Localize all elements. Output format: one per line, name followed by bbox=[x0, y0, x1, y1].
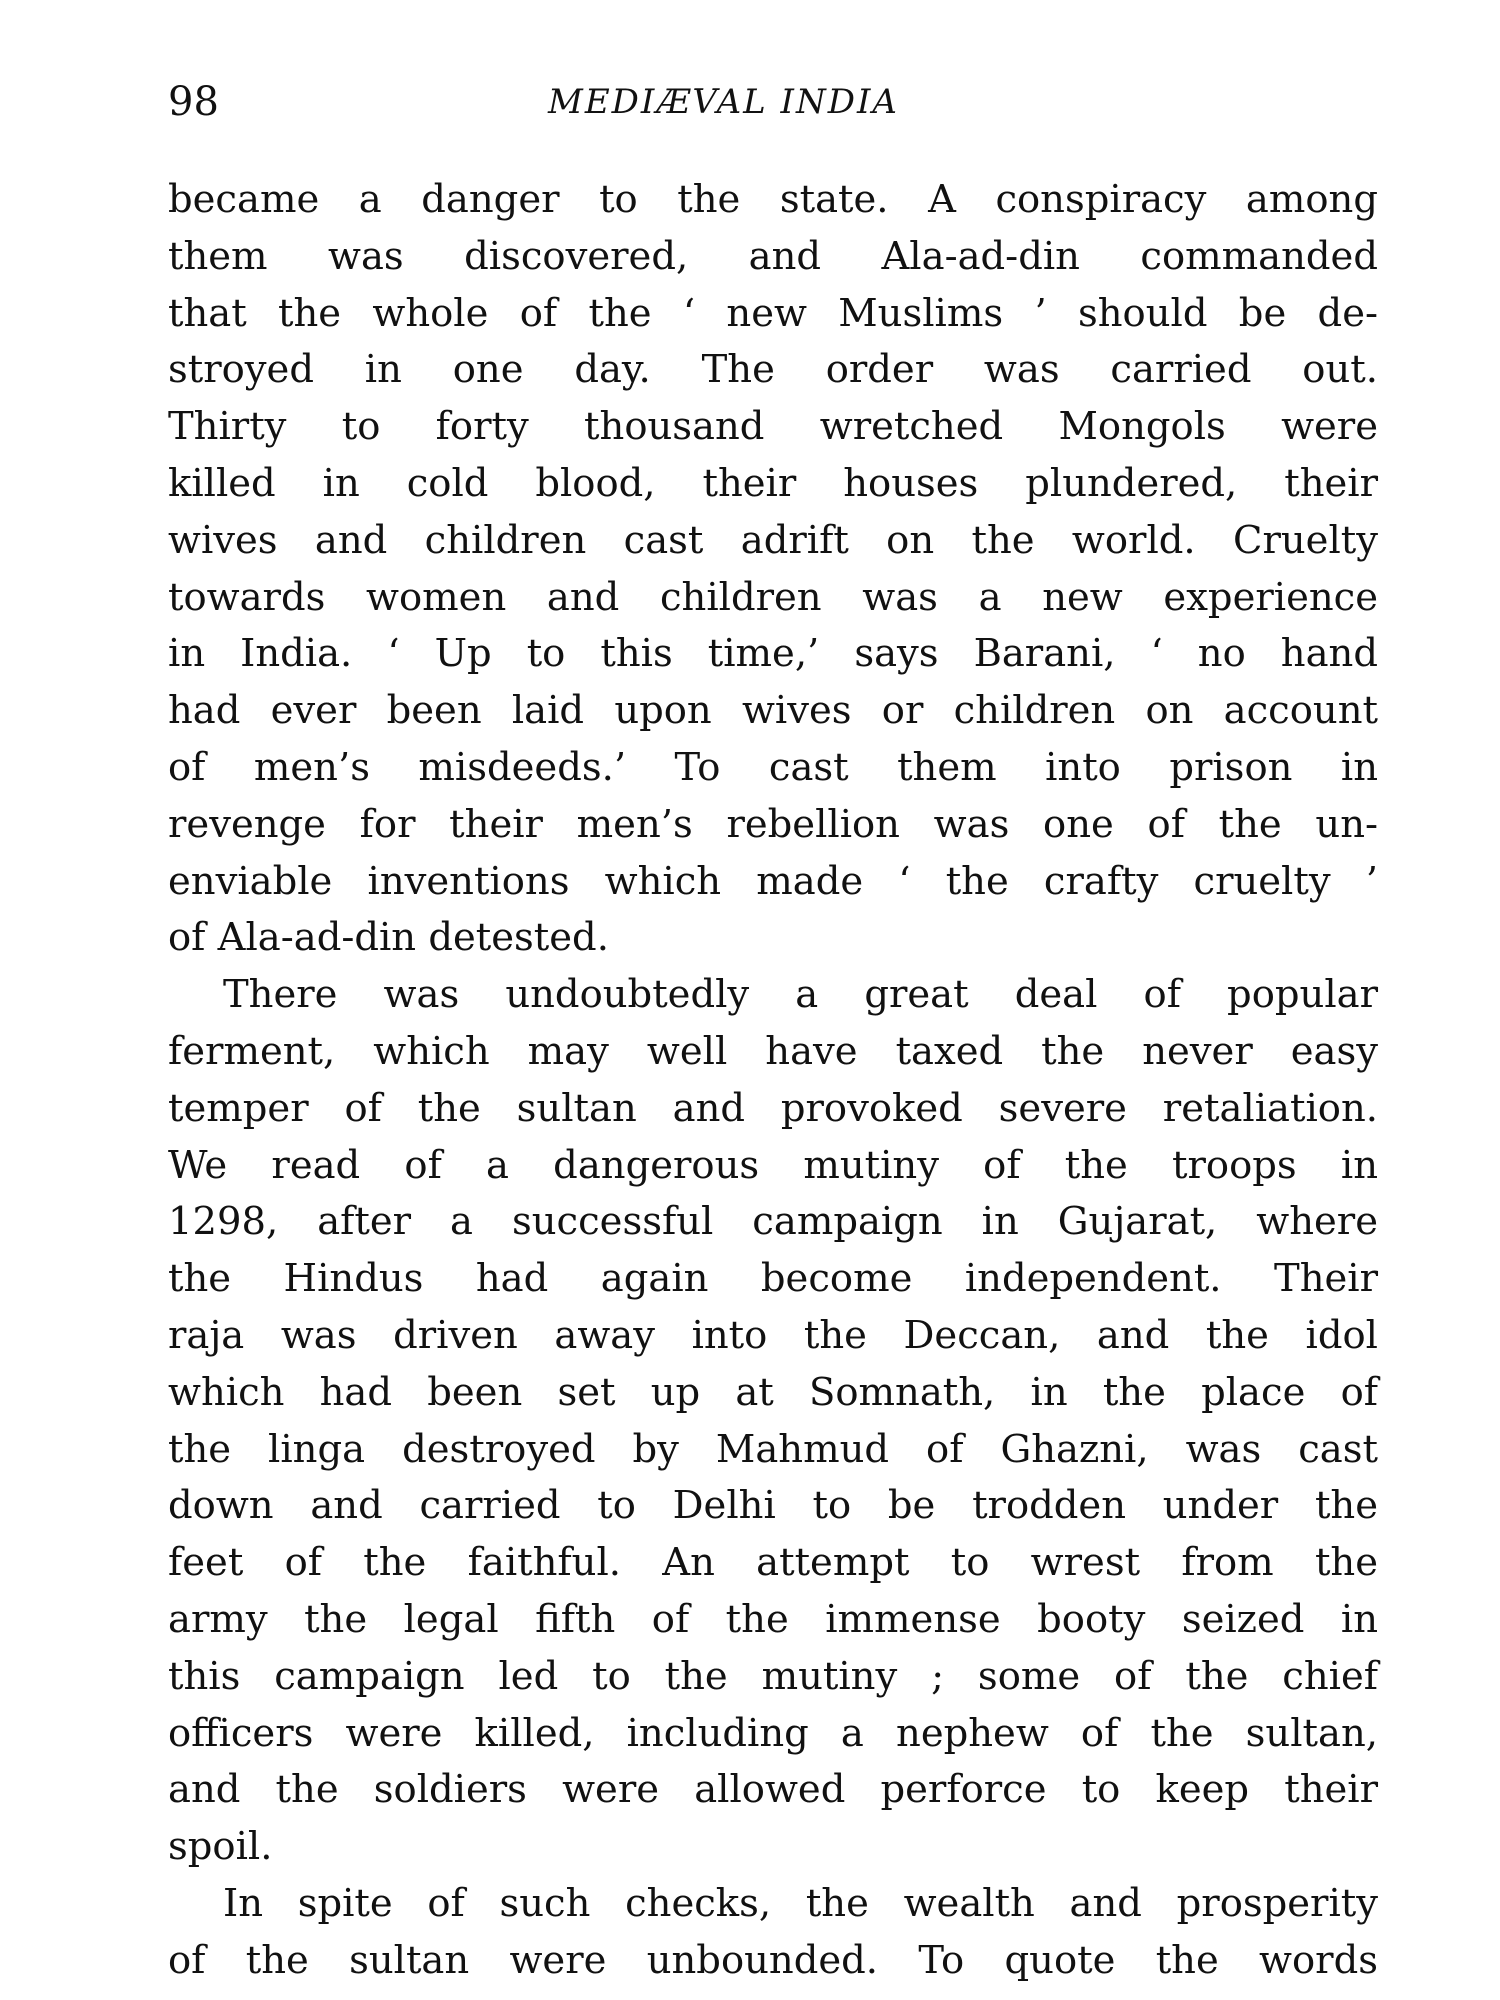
text-line: officers were killed, including a nephew of the sultan, bbox=[168, 1710, 1378, 1756]
text-line: this campaign led to the mutiny ; some of the chief bbox=[168, 1653, 1378, 1699]
text-line: towards women and children was a new experience bbox=[168, 574, 1378, 620]
page-header bbox=[168, 72, 1378, 132]
text-line: feet of the faithful. An attempt to wrest from the bbox=[168, 1540, 1378, 1586]
text-line: of men’s misdeeds.’ To cast them into prison in bbox=[168, 744, 1378, 790]
text-line: revenge for their men’s rebellion was one of the un- bbox=[168, 801, 1378, 847]
text-line: 1298, after a successful campaign in Gujarat, where bbox=[168, 1199, 1378, 1245]
text-line: killed in cold blood, their houses plundered, their bbox=[168, 460, 1378, 506]
text-line: down and carried to Delhi to be trodden under the bbox=[168, 1483, 1378, 1529]
text-line: temper of the sultan and provoked severe retaliation. bbox=[168, 1085, 1378, 1131]
text-line: the linga destroyed by Mahmud of Ghazni, was cast bbox=[168, 1426, 1378, 1472]
text-line: that the whole of the ‘ new Muslims ’ should be de- bbox=[168, 290, 1378, 336]
text-line: Thirty to forty thousand wretched Mongols were bbox=[168, 404, 1378, 450]
body-text bbox=[168, 172, 1378, 1990]
running-title: MEDIÆVAL INDIA bbox=[548, 82, 899, 122]
text-line: of the sultan were unbounded. To quote the words bbox=[168, 1937, 1378, 1983]
text-line: army the legal fifth of the immense booty seized in bbox=[168, 1596, 1378, 1642]
text-line: In spite of such checks, the wealth and prosperity bbox=[223, 1880, 1378, 1926]
text-line: the Hindus had again become independent. Their bbox=[168, 1256, 1378, 1302]
text-line: spoil. bbox=[168, 1824, 273, 1870]
page-number: 98 bbox=[168, 79, 219, 125]
text-line: stroyed in one day. The order was carried out. bbox=[168, 347, 1378, 393]
text-line: which had been set up at Somnath, in the place of bbox=[168, 1369, 1378, 1415]
text-line: We read of a dangerous mutiny of the troops in bbox=[168, 1142, 1378, 1188]
text-line: raja was driven away into the Deccan, and the idol bbox=[168, 1312, 1378, 1358]
text-line: became a danger to the state. A conspiracy among bbox=[168, 177, 1378, 222]
text-line: enviable inventions which made ‘ the crafty cruelty ’ bbox=[168, 858, 1378, 904]
text-line: and the soldiers were allowed perforce to keep their bbox=[168, 1767, 1378, 1813]
text-line: had ever been laid upon wives or children on account bbox=[168, 688, 1378, 734]
text-line: of Ala-ad-din detested. bbox=[168, 915, 609, 961]
text-line: in India. ‘ Up to this time,’ says Barani, ‘ no hand bbox=[168, 631, 1378, 677]
text-line: There was undoubtedly a great deal of popular bbox=[223, 972, 1378, 1018]
text-line: ferment, which may well have taxed the never easy bbox=[168, 1028, 1378, 1074]
text-line: wives and children cast adrift on the world. Cruelty bbox=[168, 517, 1378, 563]
text-line: them was discovered, and Ala-ad-din commanded bbox=[168, 233, 1378, 279]
